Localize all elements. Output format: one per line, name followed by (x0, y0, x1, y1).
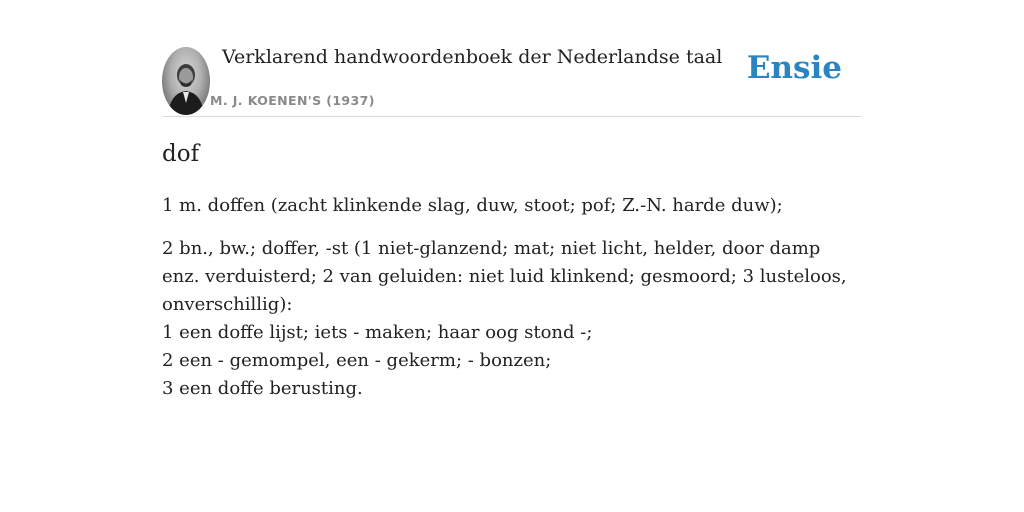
ensie-logo[interactable]: Ensie (746, 50, 842, 86)
author-label: M. J. KOENEN'S (1937) (210, 93, 375, 108)
sense-2 (162, 235, 862, 403)
headword: dof (162, 141, 200, 167)
sense-2-definition: 2 bn., bw.; doffer, -st (1 niet-glanzend; mat; niet licht, helder, door damp enz. verduisterd; 2 van geluiden: niet luid klinkend; gesmoord; 3 lusteloos, onverschillig): (162, 238, 847, 315)
example-1: 1 een doffe lijst; iets - maken; haar oog stond -; (162, 322, 593, 343)
example-2: 2 een - gemompel, een - gekerm; - bonzen; (162, 350, 552, 371)
book-title[interactable]: Verklarend handwoordenboek der Nederlandse taal (222, 46, 723, 68)
portrait-image (162, 47, 210, 115)
author-portrait (162, 47, 210, 115)
example-3: 3 een doffe berusting. (162, 378, 363, 399)
entry-content (162, 138, 862, 418)
header (162, 40, 862, 117)
sense-1: 1 m. doffen (zacht klinkende slag, duw, stoot; pof; Z.-N. harde duw); (162, 195, 783, 216)
